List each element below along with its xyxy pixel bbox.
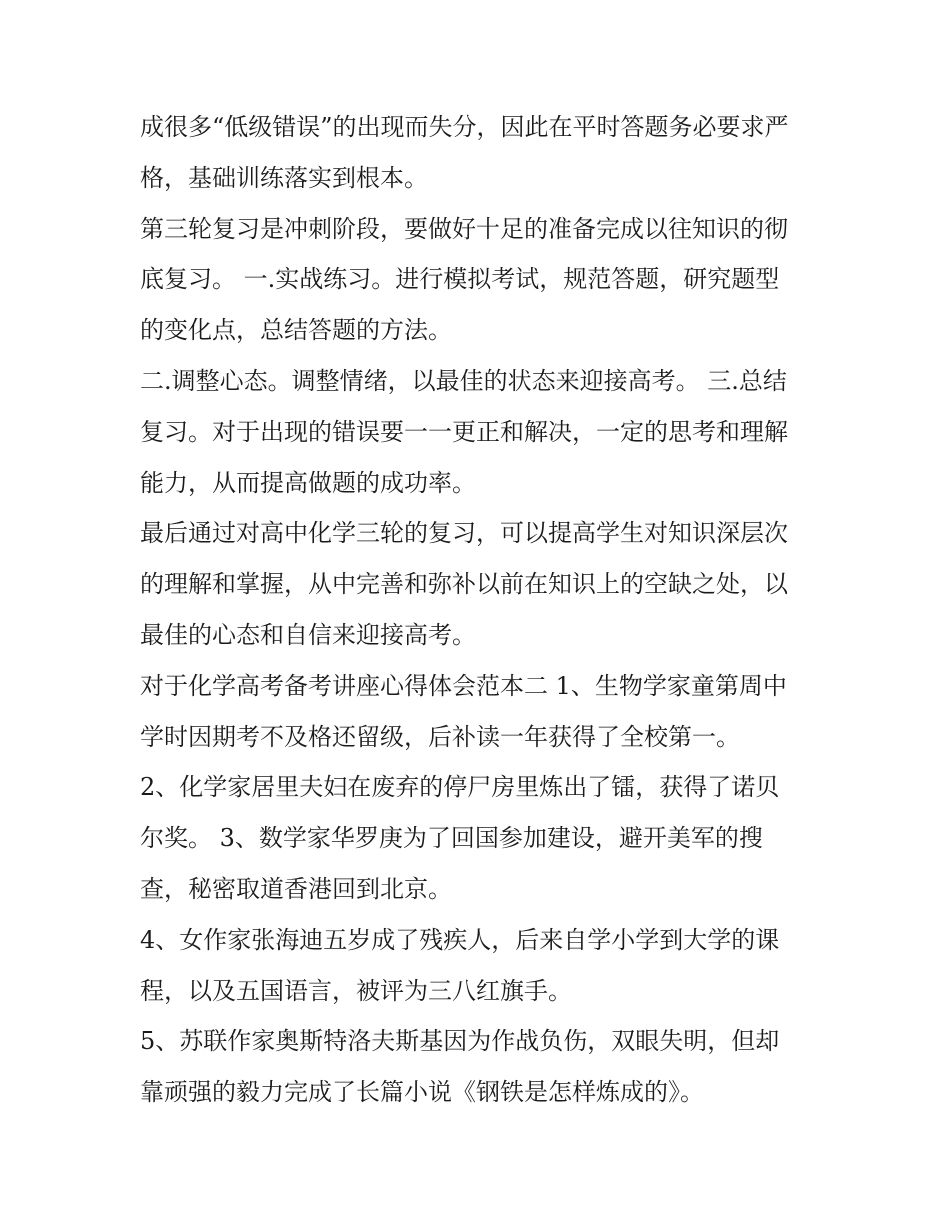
text-line: 5、苏联作家奥斯特洛夫斯基因为作战负伤，双眼失明，但却	[140, 1027, 780, 1056]
text-line: 格，基础训练落实到根本。	[140, 163, 428, 192]
text-line: 复习。对于出现的错误要一一更正和解决，一定的思考和理解	[140, 417, 788, 446]
text-line: 尔奖。 3、数学家华罗庚为了回国参加建设，避开美军的搜	[140, 824, 763, 853]
text-line: 对于化学高考备考讲座心得体会范本二 1、生物学家童第周中	[140, 671, 787, 700]
text-line: 第三轮复习是冲刺阶段，要做好十足的准备完成以往知识的彻	[140, 214, 788, 243]
document-body	[140, 102, 830, 1118]
text-line: 靠顽强的毅力完成了长篇小说《钢铁是怎样炼成的》。	[140, 1078, 704, 1107]
text-line: 的变化点，总结答题的方法。	[140, 316, 452, 345]
text-line: 查，秘密取道香港回到北京。	[140, 874, 452, 903]
text-line: 最后通过对高中化学三轮的复习，可以提高学生对知识深层次	[140, 519, 788, 548]
text-line: 最佳的心态和自信来迎接高考。	[140, 620, 476, 649]
text-line: 成很多“低级错误”的出现而失分，因此在平时答题务必要求严	[140, 113, 789, 141]
text-line: 二.调整心态。调整情绪，以最佳的状态来迎接高考。 三.总结	[140, 366, 787, 395]
text-line: 能力，从而提高做题的成功率。	[140, 468, 476, 497]
text-line: 底复习。 一.实战练习。进行模拟考试，规范答题，研究题型	[140, 265, 780, 294]
text-line: 4、女作家张海迪五岁成了残疾人，后来自学小学到大学的课	[140, 925, 780, 954]
text-line: 2、化学家居里夫妇在废弃的停尸房里炼出了镭，获得了诺贝	[140, 773, 780, 802]
text-line: 学时因期考不及格还留级，后补读一年获得了全校第一。	[140, 722, 740, 751]
text-line: 程，以及五国语言，被评为三八红旗手。	[140, 976, 572, 1005]
text-line: 的理解和掌握，从中完善和弥补以前在知识上的空缺之处，以	[140, 570, 788, 599]
